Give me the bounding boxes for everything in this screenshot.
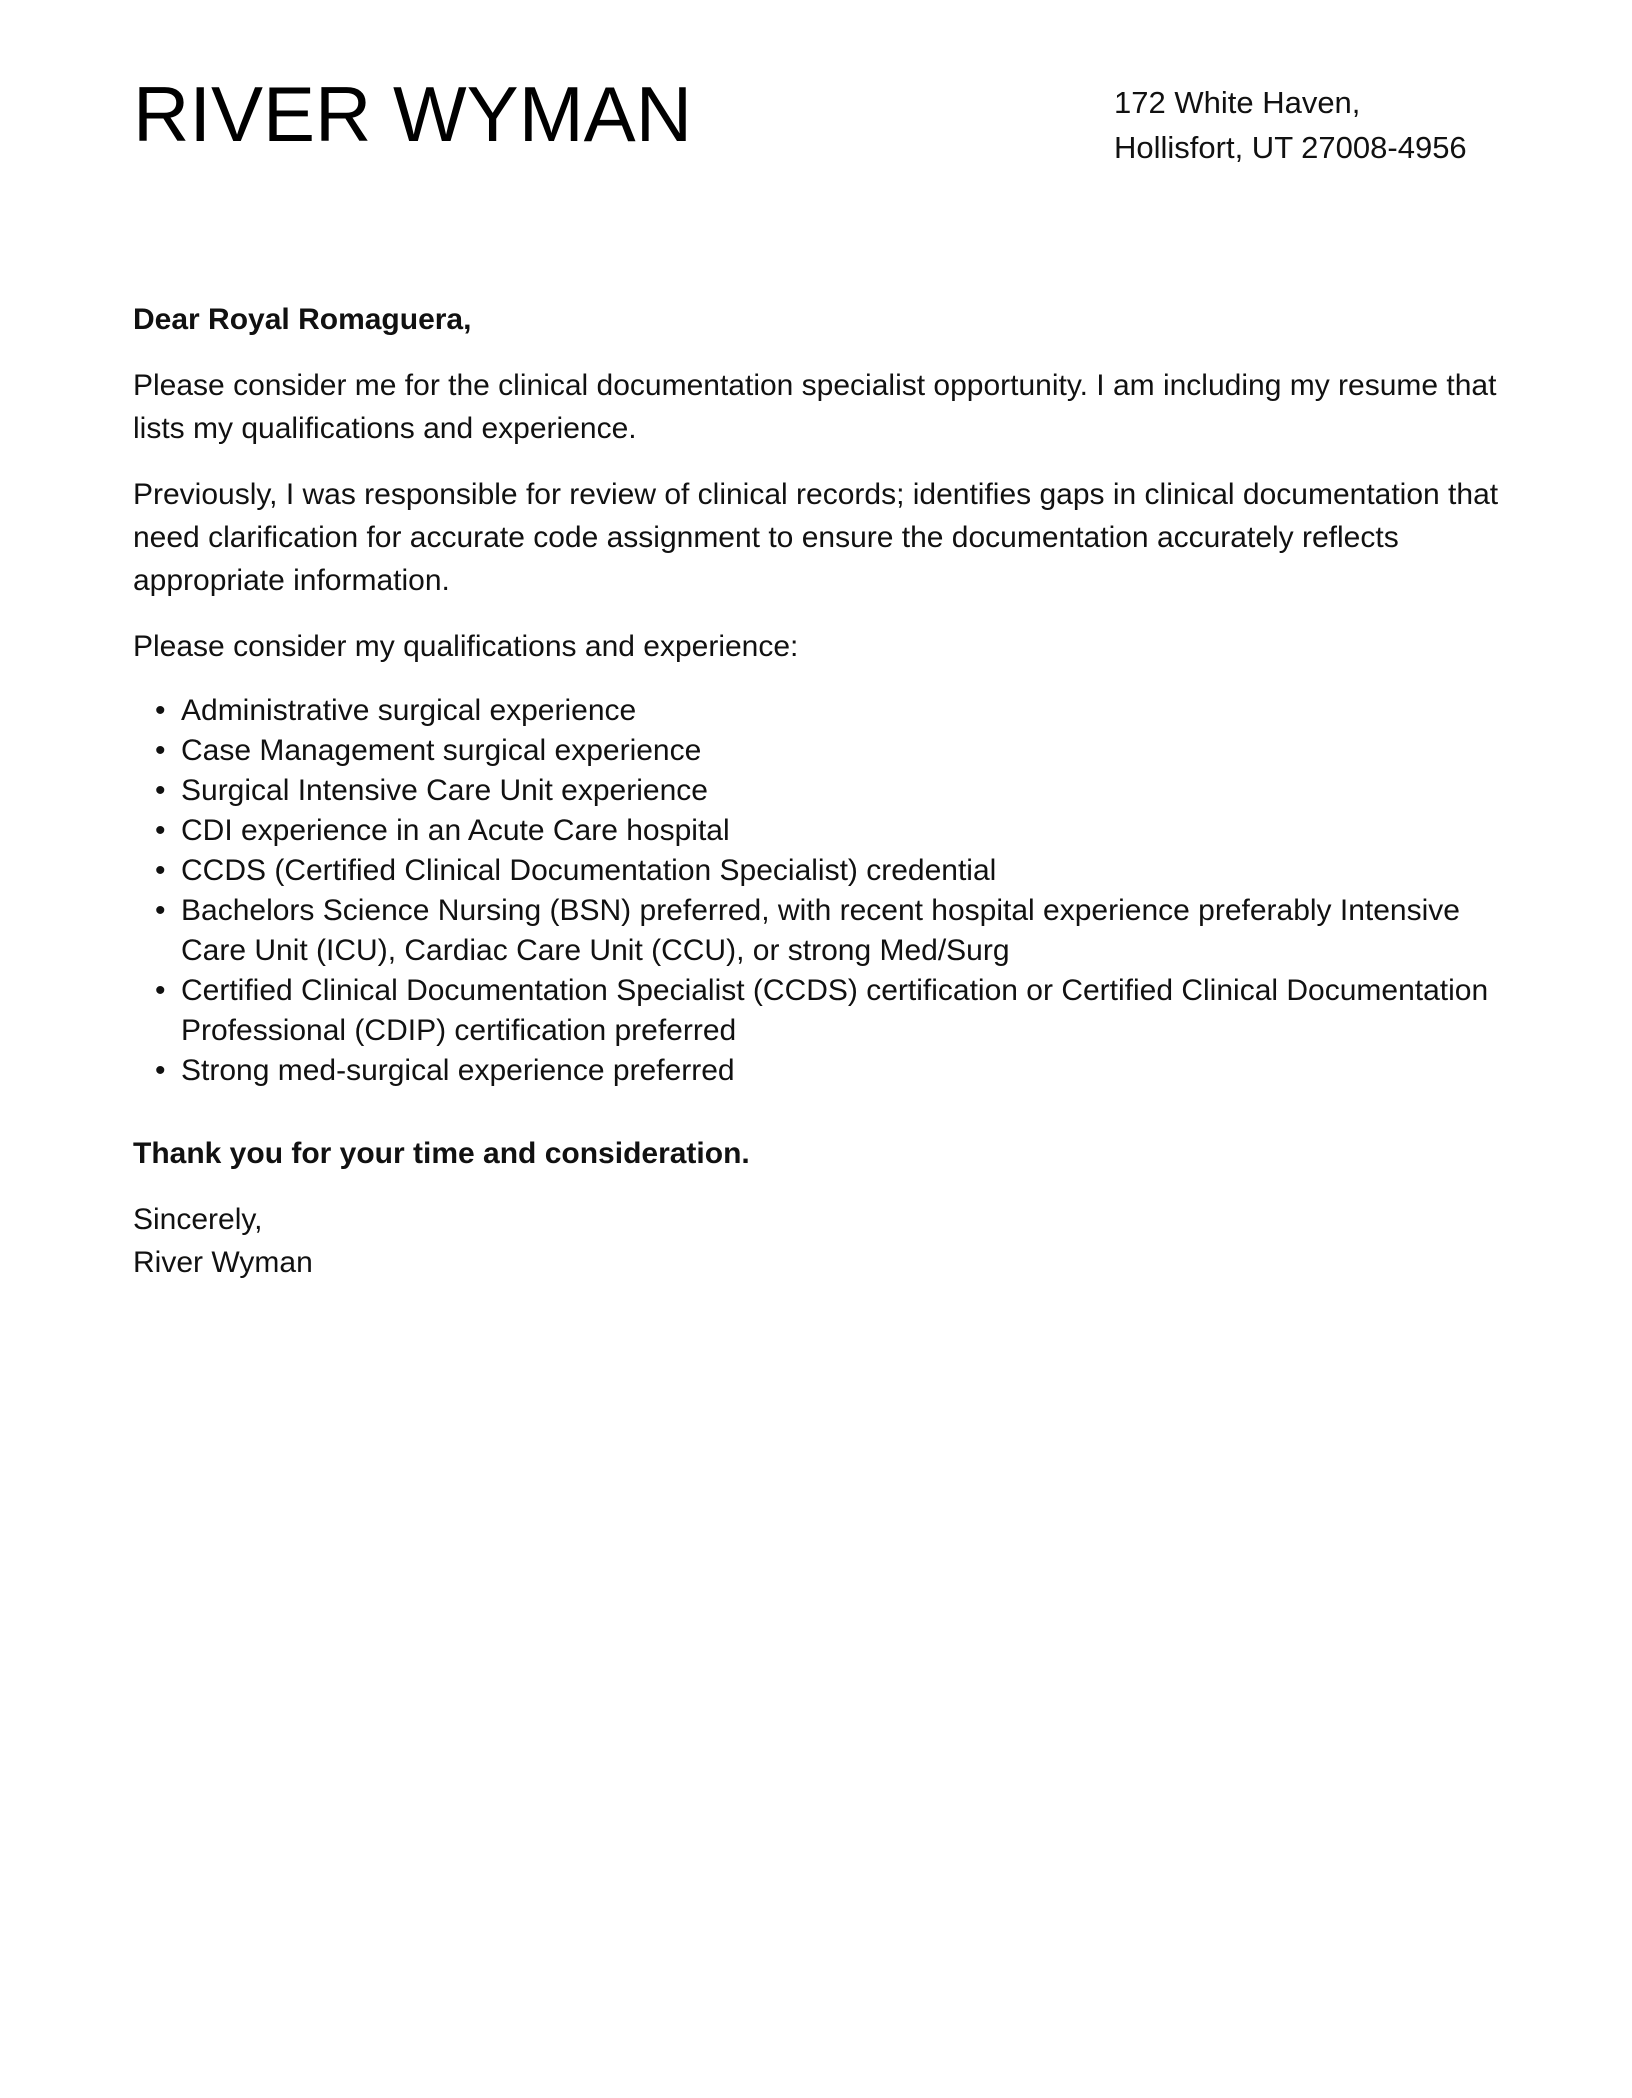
bullet-icon: • [155, 894, 166, 927]
list-item [133, 971, 1499, 1051]
qualification-text: Strong med-surgical experience preferred [181, 1054, 735, 1087]
experience-paragraph: Previously, I was responsible for review of clinical records; identifies gaps in clinical documentation that need clarification for accurate code assignment to ensure the documentation accurately reflects appropriate information. [133, 478, 1499, 597]
list-item [133, 771, 1499, 811]
applicant-address [1114, 80, 1467, 170]
list-item [133, 691, 1499, 731]
list-item [133, 851, 1499, 891]
bullet-icon: • [155, 1054, 166, 1087]
qualification-text: Surgical Intensive Care Unit experience [181, 774, 708, 807]
intro-paragraph: Please consider me for the clinical documentation specialist opportunity. I am including my resume that lists my qualifications and experience. [133, 369, 1497, 445]
address-line-2: Hollisfort, UT 27008-4956 [1114, 130, 1467, 165]
signoff: Sincerely, [133, 1203, 263, 1236]
qualifications-intro: Please consider my qualifications and experience: [133, 630, 799, 663]
bullet-icon: • [155, 854, 166, 887]
bullet-icon: • [155, 774, 166, 807]
list-item [133, 891, 1499, 971]
applicant-name: RIVER WYMAN [133, 70, 693, 158]
qualification-text: CDI experience in an Acute Care hospital [181, 814, 730, 847]
qualification-text: CCDS (Certified Clinical Documentation Specialist) credential [181, 854, 997, 887]
salutation: Dear Royal Romaguera, [133, 303, 472, 336]
qualification-text: Case Management surgical experience [181, 734, 702, 767]
qualification-text: Certified Clinical Documentation Specialist (CCDS) certification or Certified Clinical Documentation Professional (CDIP) certification preferred [181, 974, 1489, 1047]
bullet-icon: • [155, 734, 166, 767]
address-line-1: 172 White Haven, [1114, 85, 1361, 120]
closing-line: Thank you for your time and consideration. [133, 1137, 750, 1170]
bullet-icon: • [155, 974, 166, 1007]
qualification-text: Administrative surgical experience [181, 694, 637, 727]
signature-name: River Wyman [133, 1246, 313, 1279]
list-item [133, 1051, 1499, 1091]
signoff-block [133, 1198, 1499, 1284]
letter-body [133, 298, 1499, 1284]
bullet-icon: • [155, 694, 166, 727]
list-item [133, 811, 1499, 851]
bullet-icon: • [155, 814, 166, 847]
qualification-text: Bachelors Science Nursing (BSN) preferred, with recent hospital experience preferably Intensive Care Unit (ICU), Cardiac Care Unit (CCU), or strong Med/Surg [181, 894, 1460, 967]
list-item [133, 731, 1499, 771]
qualifications-list [133, 691, 1499, 1091]
